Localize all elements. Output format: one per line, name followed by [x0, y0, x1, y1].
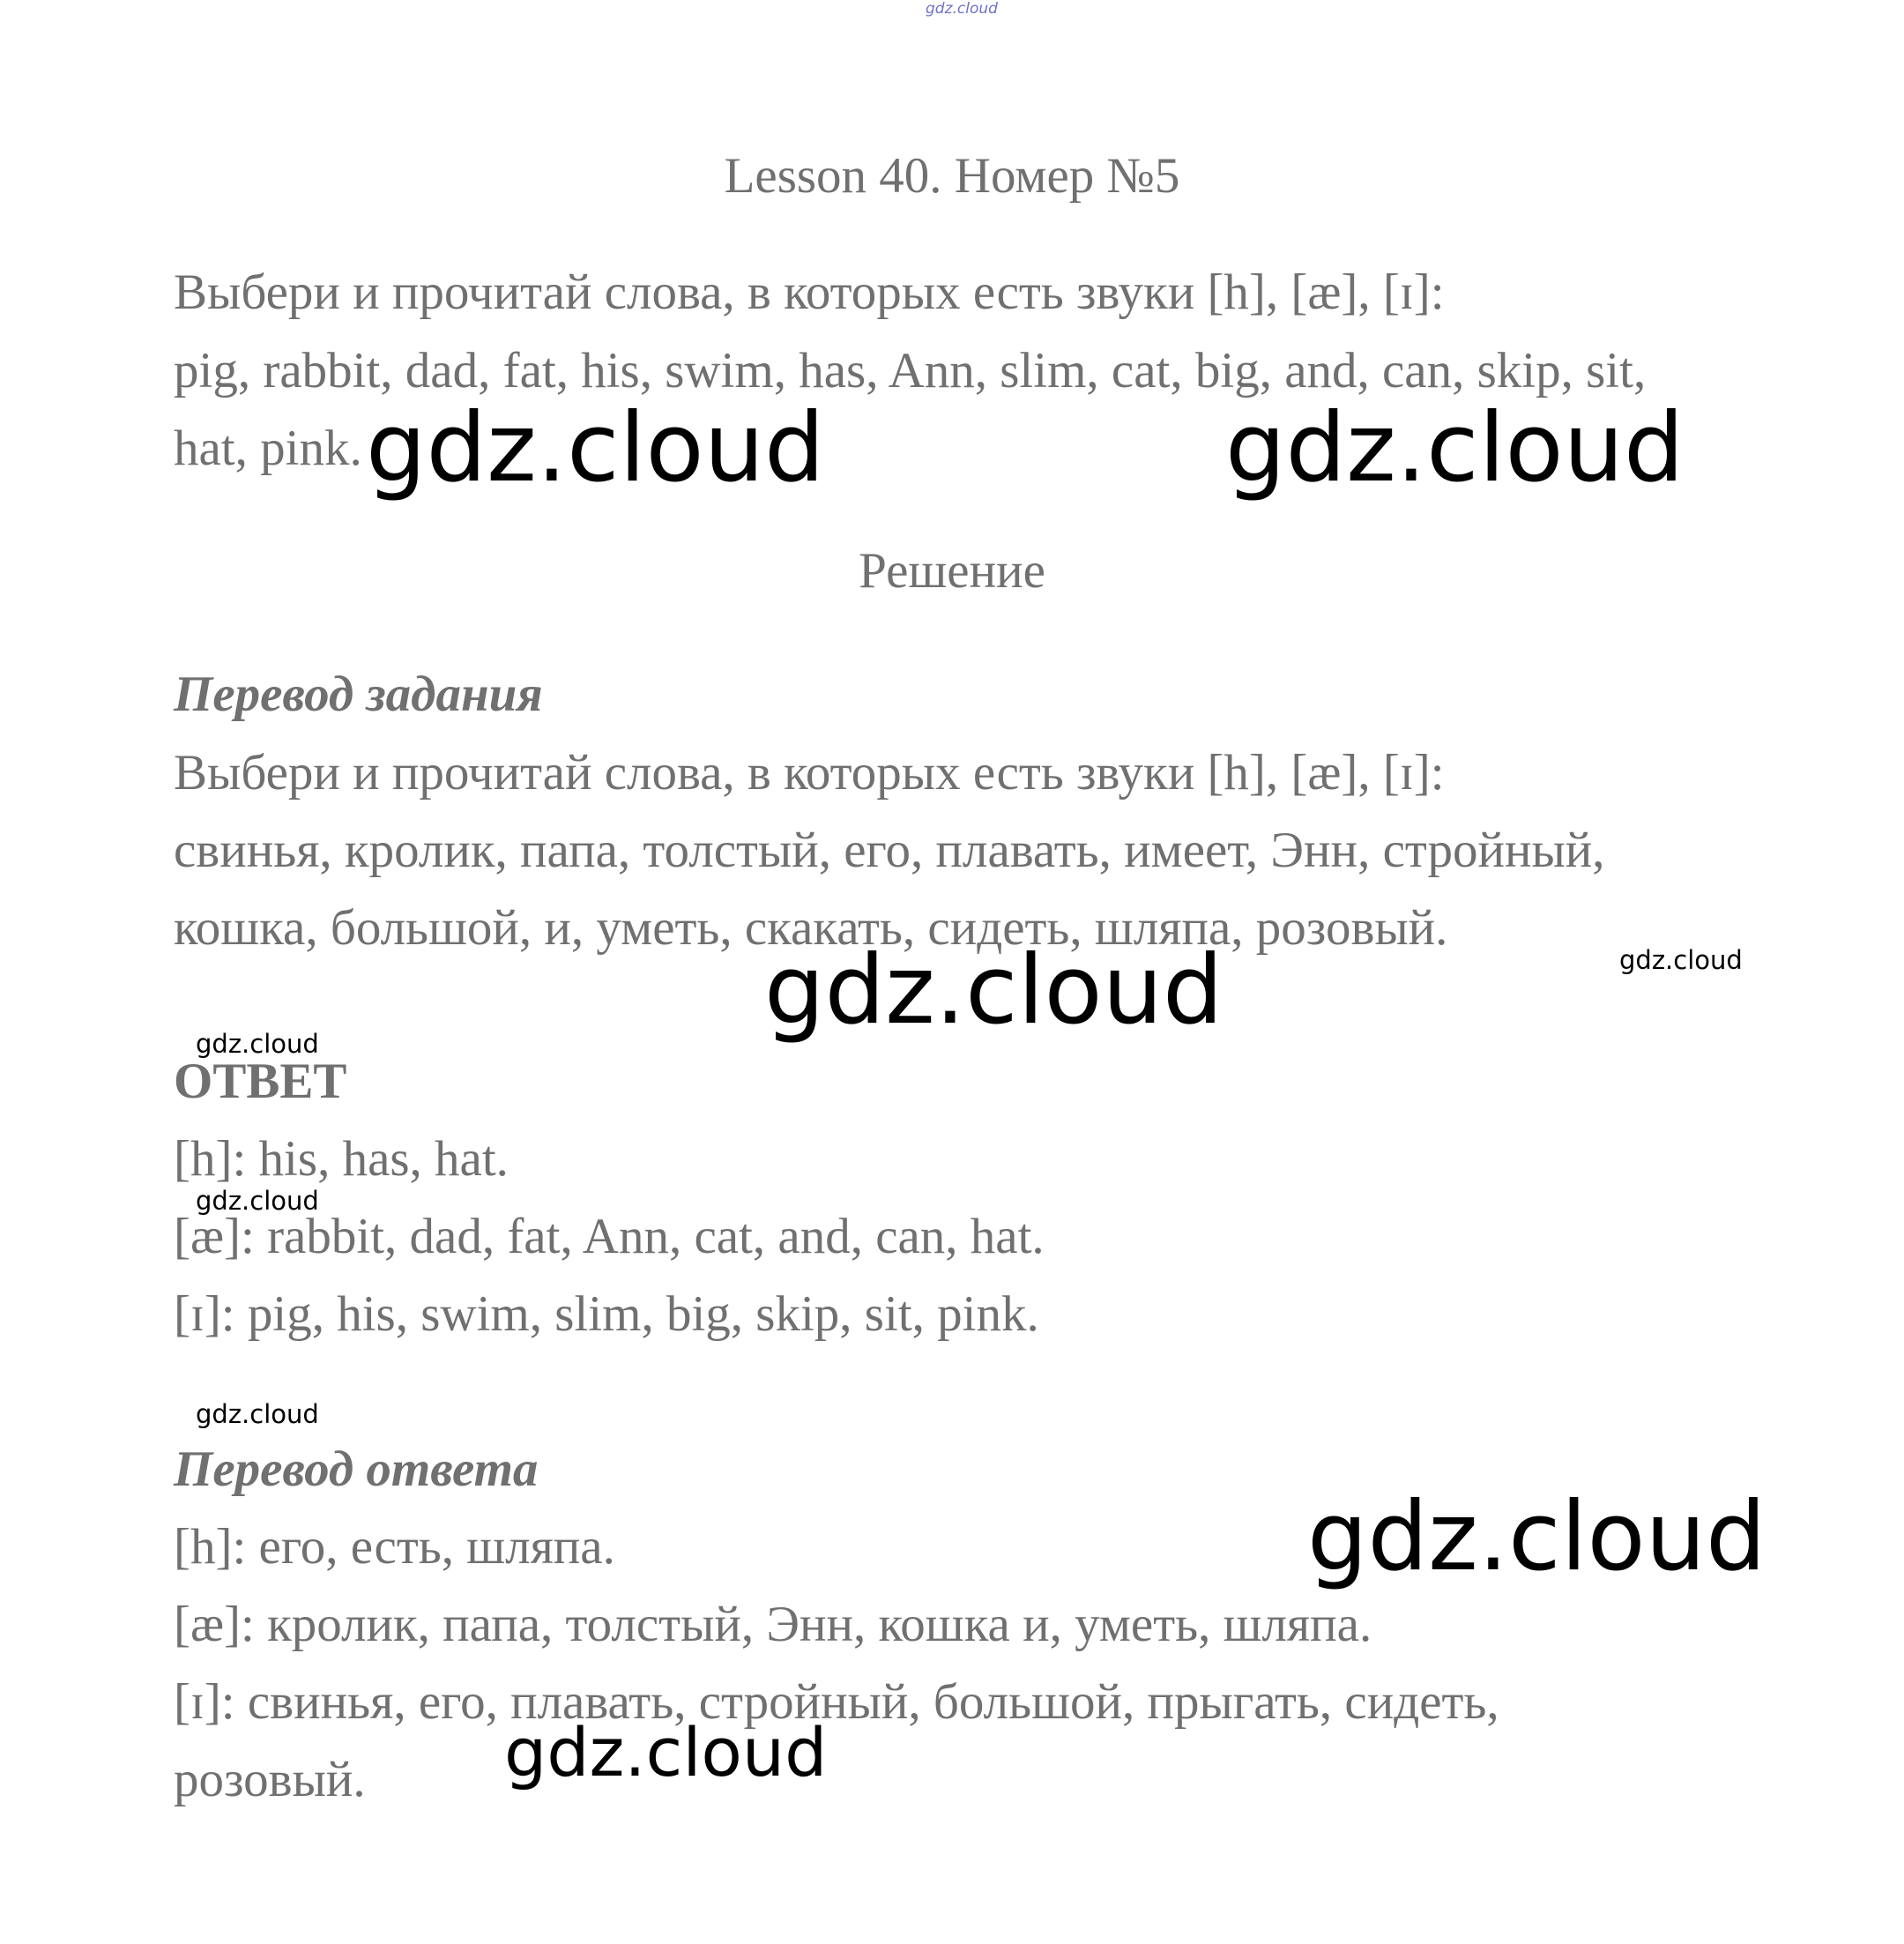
answer-translation-heading: Перевод ответа: [174, 1441, 539, 1497]
page-title: Lesson 40. Номер №5: [724, 148, 1180, 204]
task-words-line-2: hat, pink.: [174, 421, 362, 476]
answer-i: [ɪ]: pig, his, swim, slim, big, skip, sit, pink.: [174, 1286, 1039, 1342]
watermark-small: gdz.cloud: [196, 1399, 319, 1429]
answer-ae: [æ]: rabbit, dad, fat, Ann, cat, and, can, hat.: [174, 1209, 1045, 1264]
answer-h: [h]: his, has, hat.: [174, 1131, 509, 1187]
watermark-large: gdz.cloud: [1307, 1482, 1766, 1592]
task-translation-line-2: кошка, большой, и, уметь, скакать, сидеть, шляпа, розовый.: [174, 900, 1448, 956]
solution-heading: Решение: [859, 543, 1045, 599]
watermark-large: gdz.cloud: [764, 935, 1223, 1046]
watermark-large: gdz.cloud: [1225, 393, 1685, 503]
watermark-small: gdz.cloud: [1619, 945, 1743, 975]
answer-heading: ОТВЕТ: [174, 1054, 347, 1109]
answer-translation-i-line-2: розовый.: [174, 1752, 366, 1807]
top-watermark: gdz.cloud: [926, 0, 998, 18]
watermark-large: gdz.cloud: [504, 1713, 828, 1791]
watermark-large: gdz.cloud: [366, 393, 825, 503]
answer-translation-i-line-1: [ɪ]: свинья, его, плавать, стройный, большой, прыгать, сидеть,: [174, 1674, 1499, 1730]
task-translation-line-1: свинья, кролик, папа, толстый, его, плавать, имеет, Энн, стройный,: [174, 823, 1605, 878]
task-words-line-1: pig, rabbit, dad, fat, his, swim, has, Ann, slim, cat, big, and, can, skip, sit,: [174, 343, 1647, 398]
watermark-small: gdz.cloud: [196, 1029, 319, 1059]
answer-translation-ae: [æ]: кролик, папа, толстый, Энн, кошка и, уметь, шляпа.: [174, 1597, 1372, 1652]
task-translation-heading: Перевод задания: [174, 667, 543, 722]
watermark-small: gdz.cloud: [196, 1186, 319, 1216]
answer-translation-h: [h]: его, есть, шляпа.: [174, 1519, 615, 1575]
task-instruction: Выбери и прочитай слова, в которых есть звуки [h], [æ], [ɪ]:: [174, 264, 1445, 320]
task-translation-instruction: Выбери и прочитай слова, в которых есть звуки [h], [æ], [ɪ]:: [174, 745, 1445, 801]
